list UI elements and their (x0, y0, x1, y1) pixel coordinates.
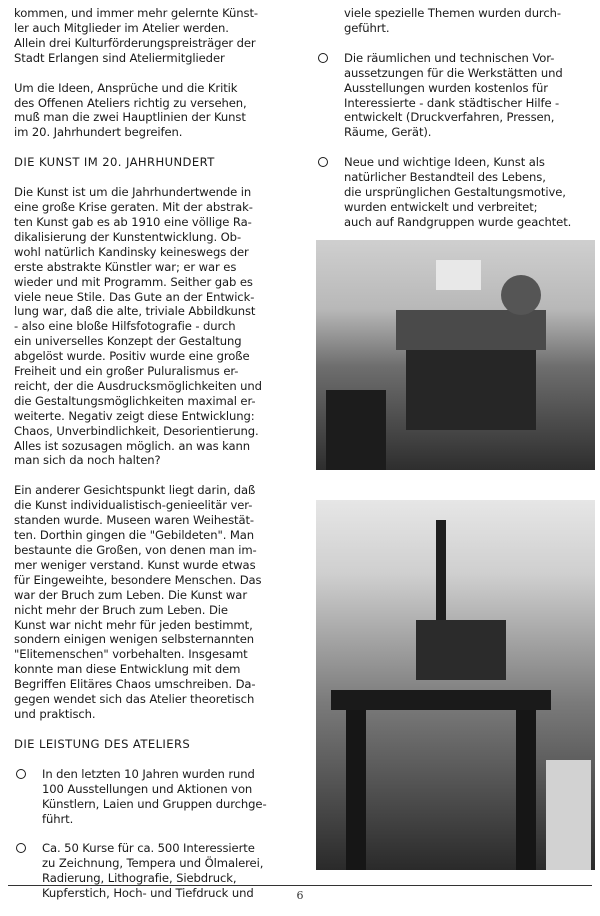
ideas-paragraph: Um die Ideen, Ansprüche und die Kritik des Offenen Ateliers richtig zu versehen, muß man die zwei Hauptlinien der Kunst im 20. Jahrhundert begreifen. (14, 80, 247, 140)
krise-paragraph: Die Kunst ist um die Jahrhundertwende in eine große Krise geraten. Mit der abstrak- ten Kunst gab es ab 1910 eine völlige Ra- dikalisierung der Kunstentwicklung. Ob- wohl natürlich Kandinsky keineswegs der erste abstrakte Künstler war; er war es wieder und mit Programm. Seither gab es viele neue Stile. Das Gute an der Entwick- lung war, daß die alte, triviale Abbildkunst - also eine bloße Hilfsfotografie - durch ein universelles Konzept der Gestaltung abgelöst wurde. Positiv wurde eine große Freiheit und ein großer Puluralismus er- reicht, der die Ausdrucksmöglichkeiten und die Gestaltungsmöglichkeiten maximal er- weiterte. Negativ zeigt diese Entwicklung: Chaos, Unverbindlichkeit, Desorientierung. Alles ist sozusagen möglich. an was kann man sich da noch halten? (14, 185, 262, 468)
etching-press-photo (316, 500, 595, 870)
section-heading-leistung: DIE LEISTUNG DES ATELIERS (14, 736, 191, 751)
circle-bullet-icon (318, 53, 328, 63)
bullet-item (14, 767, 294, 827)
bullet-item (316, 51, 594, 140)
bullet-text: Ca. 50 Kurse für ca. 500 Interessierte zu Zeichnung, Tempera und Ölmalerei, Radierung, Lithografie, Siebdruck, Kupferstich, Hoch- und Tiefdruck und (42, 841, 264, 901)
circle-bullet-icon (16, 843, 26, 853)
bullet-text: Die räumlichen und technischen Vor- aussetzungen für die Werkstätten und Ausstellungen wurden kostenlos für Interessierte - dank städtischer Hilfe - entwickelt (Druckverfahren, Pressen, Räume, Gerät). (344, 50, 563, 140)
footer-rule (8, 885, 592, 886)
page-number: 6 (296, 889, 304, 902)
printing-press-photo (316, 240, 595, 470)
circle-bullet-icon (318, 157, 328, 167)
bullet-item (316, 155, 594, 230)
left-column (14, 0, 294, 916)
intro-paragraph: kommen, und immer mehr gelernte Künst- ler auch Mitglieder im Atelier werden. Allein drei Kulturförderungspreisträger der Stadt Erlangen sind Ateliermitglieder (14, 6, 259, 65)
continuation-text: viele spezielle Themen wurden durch- geführt. (344, 6, 561, 35)
circle-bullet-icon (16, 769, 26, 779)
right-column (316, 0, 594, 245)
gesichtspunkt-paragraph: Ein anderer Gesichtspunkt liegt darin, daß die Kunst individualistisch-genieelitär ver- standen wurde. Museen waren Weihestät- ten. Dorthin gingen die "Gebildeten". Man bestaunte die Großen, von denen man im- mer weniger verstand. Kunst wurde etwas für Eingeweihte, besondere Menschen. Das war der Bruch zum Leben. Die Kunst war nicht mehr der Bruch zum Leben. Die Kunst war nicht mehr für jeden bestimmt, sondern einigen wenigen selbsternannten "Elitemenschen" vorbehalten. Insgesamt konnte man diese Entwicklung mit dem Begriffen Elitäres Chaos umschreiben. Da- gegen wendet sich das Atelier theoretisch und praktisch. (14, 483, 262, 721)
bullet-text: Neue und wichtige Ideen, Kunst als natürlicher Bestandteil des Lebens, die ursprünglichen Gestaltungsmotive, wurden entwickelt und verbreitet; auch auf Randgruppen wurde geachtet. (344, 155, 572, 229)
bullet-text: In den letzten 10 Jahren wurden rund 100 Ausstellungen und Aktionen von Künstlern, Laien und Gruppen durchge- führt. (42, 766, 267, 826)
section-heading-kunst: DIE KUNST IM 20. JAHRHUNDERT (14, 155, 215, 170)
